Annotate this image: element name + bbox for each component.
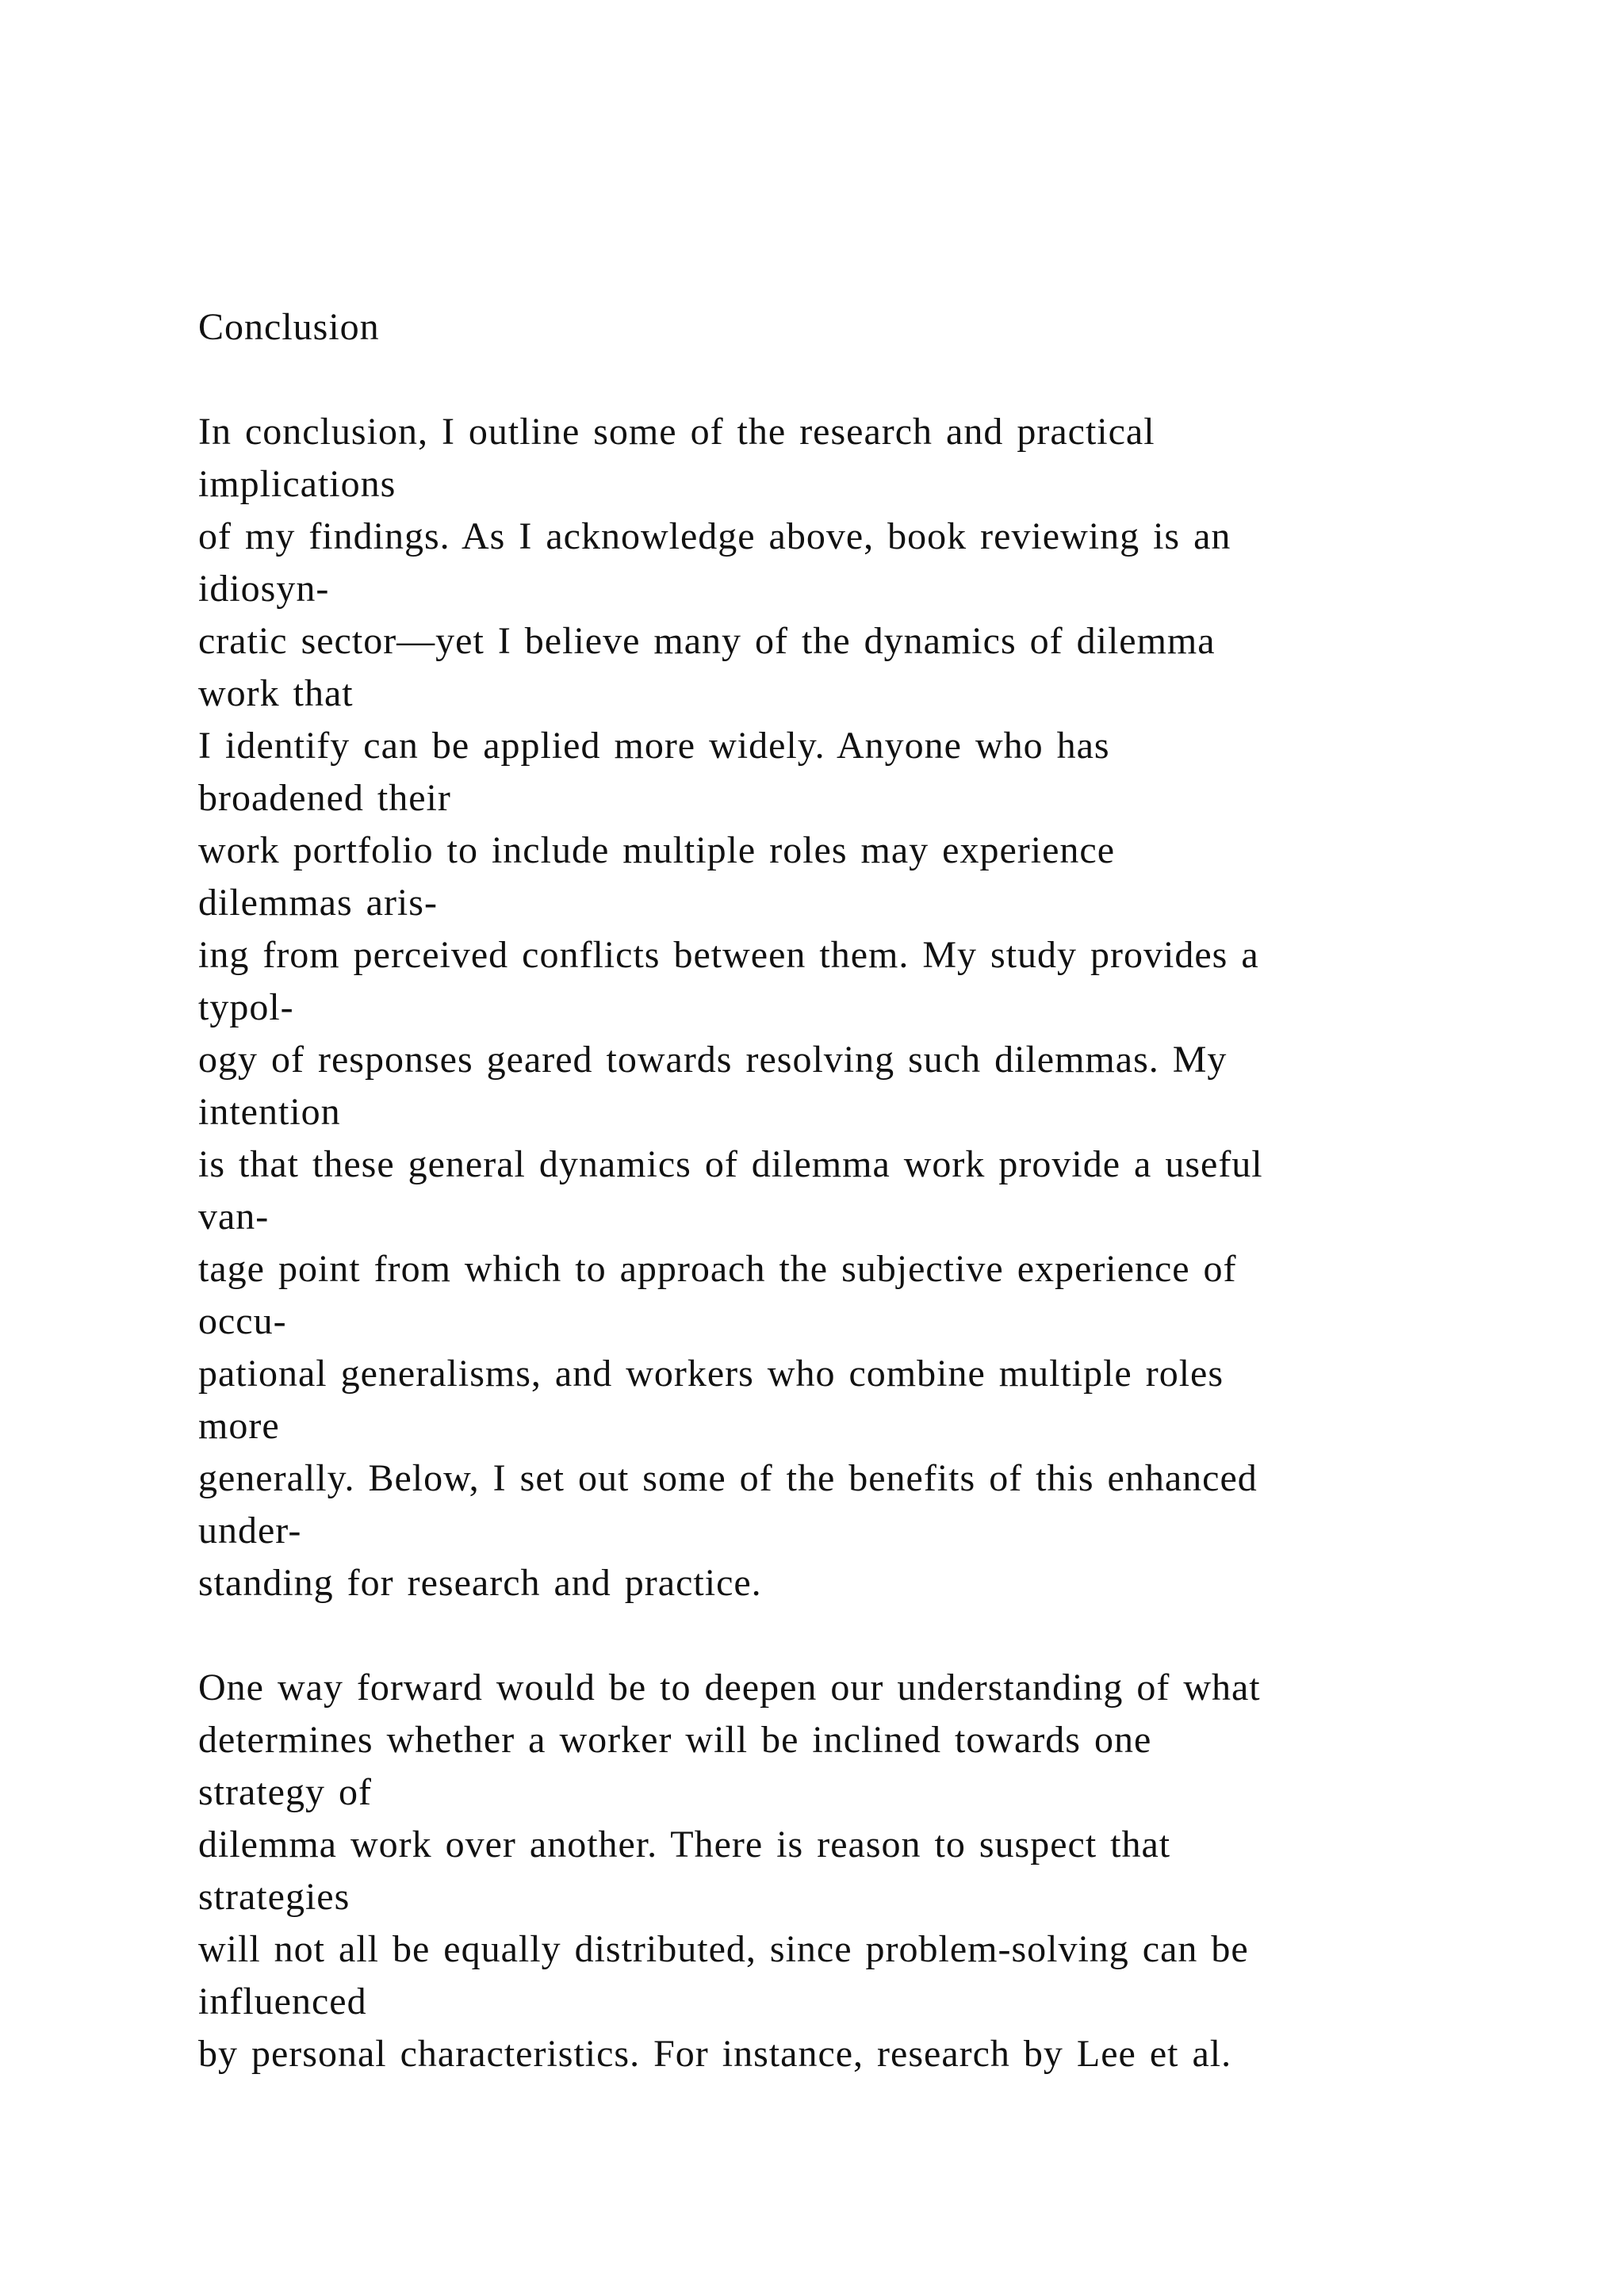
text-line: generally. Below, I set out some of the benefits of this enhanced xyxy=(198,1457,1258,1499)
text-line: work that xyxy=(198,672,354,714)
text-line: more xyxy=(198,1405,280,1447)
text-line: work portfolio to include multiple roles may experience xyxy=(198,829,1116,871)
paragraph-gap xyxy=(198,1609,1546,1662)
paragraph-1 xyxy=(198,406,1546,1609)
text-line: implications xyxy=(198,463,396,505)
paragraph-2 xyxy=(198,1662,1546,2080)
document-body xyxy=(198,301,1546,2080)
text-line: One way forward would be to deepen our understanding of what xyxy=(198,1667,1261,1709)
text-line: idiosyn- xyxy=(198,568,330,610)
text-line: tage point from which to approach the subjective experience of xyxy=(198,1248,1237,1290)
text-line: broadened their xyxy=(198,777,451,819)
text-line: by personal characteristics. For instance, research by Lee et al. xyxy=(198,2033,1232,2075)
text-line: strategies xyxy=(198,1876,350,1918)
text-line: intention xyxy=(198,1091,341,1133)
text-line: under- xyxy=(198,1510,302,1552)
text-line: influenced xyxy=(198,1980,367,2022)
text-line: pational generalisms, and workers who combine multiple roles xyxy=(198,1353,1224,1395)
text-line: cratic sector—yet I believe many of the dynamics of dilemma xyxy=(198,620,1216,662)
paragraph-gap xyxy=(198,354,1546,406)
text-line: will not all be equally distributed, since problem-solving can be xyxy=(198,1928,1249,1970)
section-heading: Conclusion xyxy=(198,306,380,348)
text-line: In conclusion, I outline some of the research and practical xyxy=(198,411,1155,453)
text-line: ogy of responses geared towards resolving such dilemmas. My xyxy=(198,1039,1228,1081)
text-line: of my findings. As I acknowledge above, book reviewing is an xyxy=(198,515,1231,557)
text-line: dilemmas aris- xyxy=(198,882,438,924)
text-line: determines whether a worker will be inclined towards one xyxy=(198,1719,1152,1761)
text-line: I identify can be applied more widely. Anyone who has xyxy=(198,725,1110,767)
text-line: dilemma work over another. There is reason to suspect that xyxy=(198,1823,1171,1866)
text-line: typol- xyxy=(198,986,294,1028)
text-line: is that these general dynamics of dilemma work provide a useful xyxy=(198,1143,1263,1185)
text-line: strategy of xyxy=(198,1771,372,1813)
text-line: ing from perceived conflicts between them. My study provides a xyxy=(198,934,1259,976)
text-line: standing for research and practice. xyxy=(198,1562,762,1604)
text-line: occu- xyxy=(198,1300,287,1342)
text-line: van- xyxy=(198,1196,270,1238)
